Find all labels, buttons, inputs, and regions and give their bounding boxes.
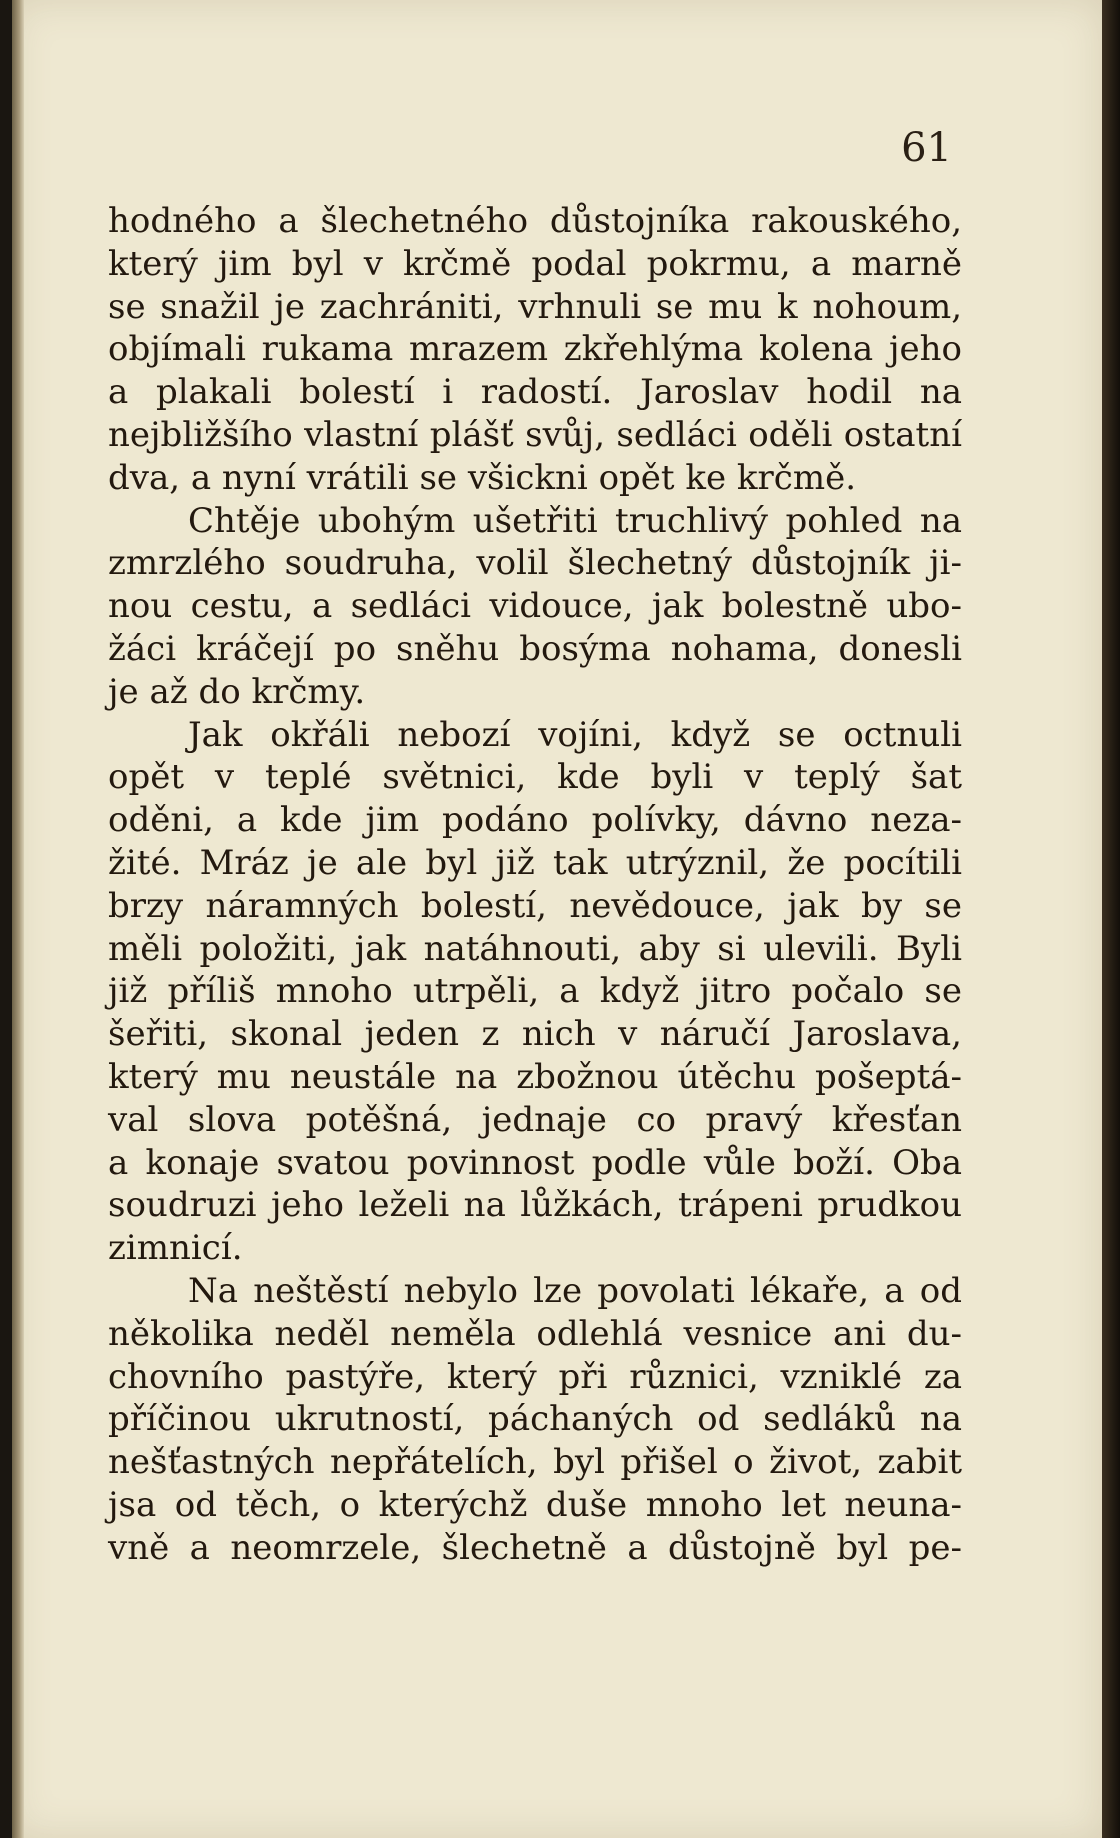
text-line: příčinou ukrutností, páchaných od sedláků na [108,1399,962,1440]
text-line: vně a neomrzele, šlechetně a důstojně byl pe- [108,1527,962,1568]
page-edge-shadow [1102,0,1120,1838]
text-line: chovního pastýře, který při různici, vzniklé za [108,1356,962,1397]
text-line: soudruzi jeho leželi na lůžkách, trápeni prudkou [108,1185,962,1226]
book-page [12,0,1102,1838]
text-line: oděni, a kde jim podáno polívky, dávno neza- [108,800,962,841]
text-line: nou cestu, a sedláci vidouce, jak bolestně ubo- [108,586,962,627]
page-gutter [12,0,24,1838]
text-line: a plakali bolestí i radostí. Jaroslav hodil na [108,372,962,413]
page-number: 61 [901,125,952,171]
text-line: již příliš mnoho utrpěli, a když jitro počalo se [108,971,962,1012]
text-line: nešťastných nepřátelích, byl přišel o život, zabit [108,1442,962,1483]
text-line: šeřiti, skonal jeden z nich v náručí Jaroslava, [108,1014,962,1055]
text-line: žité. Mráz je ale byl již tak utrýznil, že pocítili [108,842,962,883]
text-line: je až do krčmy. [108,671,366,712]
text-line: brzy náramných bolestí, nevědouce, jak by se [108,885,962,926]
text-line: objímali rukama mrazem zkřehlýma kolena jeho [108,329,962,370]
text-line: jsa od těch, o kterýchž duše mnoho let neuna- [108,1484,962,1525]
text-line: Jak okřáli nebozí vojíni, když se octnuli [188,714,962,755]
text-line: zimnicí. [108,1228,243,1269]
text-line: dva, a nyní vrátili se všickni opět ke krčmě. [108,457,856,498]
text-line: zmrzlého soudruha, volil šlechetný důstojník ji- [108,543,962,584]
text-line: se snažil je zachrániti, vrhnuli se mu k nohoum, [108,286,962,327]
text-line: měli položiti, jak natáhnouti, aby si ulevili. Byli [108,928,962,969]
text-line: který jim byl v krčmě podal pokrmu, a marně [108,243,962,284]
text-line: Na neštěstí nebylo lze povolati lékaře, a od [188,1270,962,1311]
body-text [108,200,962,1570]
text-line: a konaje svatou povinnost podle vůle boží. Oba [108,1142,962,1183]
text-line: hodného a šlechetného důstojníka rakouského, [108,201,962,241]
text-line: val slova potěšná, jednaje co pravý křesťan [108,1099,962,1140]
text-line: několika neděl neměla odlehlá vesnice ani du- [108,1313,962,1354]
text-line: opět v teplé světnici, kde byli v teplý šat [108,757,962,798]
text-line: žáci kráčejí po sněhu bosýma nohama, donesli [108,628,962,669]
text-line: Chtěje ubohým ušetřiti truchlivý pohled na [188,500,962,541]
text-line: který mu neustále na zbožnou útěchu pošeptá- [108,1056,962,1097]
text-line: nejbližšího vlastní plášť svůj, sedláci oděli ostatní [108,414,962,455]
